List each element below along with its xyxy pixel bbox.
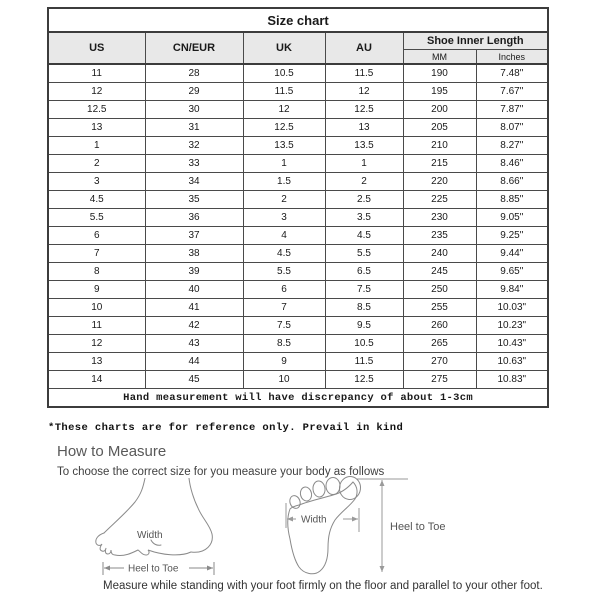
table-cell: 8.5	[325, 299, 403, 317]
table-cell: 10.23"	[476, 317, 548, 335]
table-cell: 12	[48, 83, 145, 101]
table-cell: 9.5	[325, 317, 403, 335]
table-cell: 3.5	[325, 209, 403, 227]
table-row	[48, 245, 548, 263]
table-cell: 8.85"	[476, 191, 548, 209]
side-heel-to-toe-label: Heel to Toe	[128, 563, 179, 575]
toe-1	[288, 494, 302, 509]
table-cell: 7.5	[243, 317, 325, 335]
table-cell: 1	[325, 155, 403, 173]
table-cell: 6.5	[325, 263, 403, 281]
foot-toes-line	[96, 533, 115, 555]
table-cell: 10.5	[243, 64, 325, 83]
table-cell: 200	[403, 101, 476, 119]
foot-instep-line	[104, 478, 145, 533]
table-row	[48, 209, 548, 227]
table-cell: 2	[325, 173, 403, 191]
footprint-diagram	[282, 472, 460, 586]
table-cell: 13	[48, 119, 145, 137]
table-cell: 4	[243, 227, 325, 245]
table-cell: 44	[145, 353, 243, 371]
table-cell: 210	[403, 137, 476, 155]
table-cell: 13.5	[243, 137, 325, 155]
table-cell: 2.5	[325, 191, 403, 209]
table-row	[48, 353, 548, 371]
size-table-body	[48, 64, 548, 389]
foot-heel-line	[189, 478, 212, 552]
table-row	[48, 173, 548, 191]
col-header-mm: MM	[403, 50, 476, 65]
table-cell: 1	[243, 155, 325, 173]
side-width-label: Width	[137, 530, 163, 541]
table-cell: 11.5	[325, 353, 403, 371]
table-row	[48, 64, 548, 83]
table-cell: 7	[243, 299, 325, 317]
table-cell: 250	[403, 281, 476, 299]
table-row	[48, 227, 548, 245]
table-cell: 220	[403, 173, 476, 191]
table-cell: 7.5	[325, 281, 403, 299]
table-cell: 11	[48, 64, 145, 83]
foot-side-view-diagram	[93, 478, 225, 580]
table-cell: 10	[243, 371, 325, 389]
table-cell: 33	[145, 155, 243, 173]
table-cell: 42	[145, 317, 243, 335]
table-row	[48, 83, 548, 101]
table-cell: 30	[145, 101, 243, 119]
table-cell: 10.5	[325, 335, 403, 353]
table-cell: 12	[325, 83, 403, 101]
table-cell: 11.5	[243, 83, 325, 101]
table-cell: 40	[145, 281, 243, 299]
table-cell: 9	[48, 281, 145, 299]
how-to-measure-title: How to Measure	[57, 443, 167, 460]
table-header-row	[48, 32, 548, 50]
table-row	[48, 119, 548, 137]
table-cell: 29	[145, 83, 243, 101]
col-header-inner-length: Shoe Inner Length	[403, 32, 548, 50]
table-cell: 41	[145, 299, 243, 317]
table-cell: 14	[48, 371, 145, 389]
table-cell: 9.44"	[476, 245, 548, 263]
top-width-label: Width	[301, 514, 327, 526]
table-cell: 11.5	[325, 64, 403, 83]
table-cell: 35	[145, 191, 243, 209]
table-row	[48, 281, 548, 299]
table-row	[48, 335, 548, 353]
table-footer-row	[48, 389, 548, 408]
table-cell: 10	[48, 299, 145, 317]
table-cell: 4.5	[243, 245, 325, 263]
table-cell: 43	[145, 335, 243, 353]
table-cell: 5.5	[48, 209, 145, 227]
table-cell: 10.43"	[476, 335, 548, 353]
table-cell: 8.07"	[476, 119, 548, 137]
how-to-measure-subtitle: To choose the correct size for you measure your body as follows	[57, 466, 385, 478]
table-cell: 230	[403, 209, 476, 227]
table-row	[48, 137, 548, 155]
table-cell: 12	[48, 335, 145, 353]
table-cell: 8.5	[243, 335, 325, 353]
table-cell: 12.5	[48, 101, 145, 119]
toe-4	[326, 478, 340, 495]
table-cell: 255	[403, 299, 476, 317]
top-heel-to-toe-label: Heel to Toe	[390, 521, 446, 533]
table-cell: 10.83"	[476, 371, 548, 389]
table-cell: 9.84"	[476, 281, 548, 299]
table-cell: 32	[145, 137, 243, 155]
table-cell: 3	[243, 209, 325, 227]
table-cell: 31	[145, 119, 243, 137]
table-cell: 13.5	[325, 137, 403, 155]
table-cell: 195	[403, 83, 476, 101]
table-cell: 1	[48, 137, 145, 155]
table-cell: 7.48"	[476, 64, 548, 83]
measure-instruction: Measure while standing with your foot firmly on the floor and parallel to your other foot.	[103, 580, 543, 592]
table-cell: 36	[145, 209, 243, 227]
toe-2	[299, 486, 313, 502]
table-cell: 190	[403, 64, 476, 83]
table-cell: 45	[145, 371, 243, 389]
table-cell: 9.65"	[476, 263, 548, 281]
reference-note: *These charts are for reference only. Prevail in kind	[48, 422, 404, 434]
table-cell: 37	[145, 227, 243, 245]
table-cell: 11	[48, 317, 145, 335]
table-cell: 7.67"	[476, 83, 548, 101]
table-cell: 10.63"	[476, 353, 548, 371]
table-row	[48, 101, 548, 119]
table-cell: 9.05"	[476, 209, 548, 227]
size-chart-table	[47, 7, 549, 408]
table-cell: 275	[403, 371, 476, 389]
table-cell: 8.27"	[476, 137, 548, 155]
table-cell: 7.87"	[476, 101, 548, 119]
col-header-uk: UK	[243, 32, 325, 64]
table-row	[48, 191, 548, 209]
table-row	[48, 299, 548, 317]
table-cell: 2	[243, 191, 325, 209]
table-footer-note: Hand measurement will have discrepancy of about 1-3cm	[48, 389, 548, 408]
table-title: Size chart	[48, 8, 548, 32]
table-cell: 2	[48, 155, 145, 173]
table-cell: 5.5	[325, 245, 403, 263]
col-header-inches: Inches	[476, 50, 548, 65]
table-cell: 5.5	[243, 263, 325, 281]
table-cell: 215	[403, 155, 476, 173]
table-title-row	[48, 8, 548, 32]
table-row	[48, 317, 548, 335]
table-cell: 6	[48, 227, 145, 245]
table-cell: 13	[325, 119, 403, 137]
col-header-us: US	[48, 32, 145, 64]
table-cell: 1.5	[243, 173, 325, 191]
table-cell: 225	[403, 191, 476, 209]
table-cell: 245	[403, 263, 476, 281]
table-cell: 8	[48, 263, 145, 281]
table-cell: 7	[48, 245, 145, 263]
table-cell: 3	[48, 173, 145, 191]
table-cell: 12	[243, 101, 325, 119]
table-cell: 240	[403, 245, 476, 263]
table-row	[48, 155, 548, 173]
table-cell: 9	[243, 353, 325, 371]
table-cell: 8.46"	[476, 155, 548, 173]
table-cell: 28	[145, 64, 243, 83]
table-cell: 12.5	[325, 101, 403, 119]
table-cell: 8.66"	[476, 173, 548, 191]
table-cell: 39	[145, 263, 243, 281]
table-cell: 4.5	[48, 191, 145, 209]
table-cell: 12.5	[243, 119, 325, 137]
table-cell: 9.25"	[476, 227, 548, 245]
table-cell: 4.5	[325, 227, 403, 245]
table-cell: 38	[145, 245, 243, 263]
table-cell: 34	[145, 173, 243, 191]
table-cell: 13	[48, 353, 145, 371]
table-cell: 260	[403, 317, 476, 335]
table-cell: 12.5	[325, 371, 403, 389]
toe-3	[312, 480, 326, 497]
col-header-cneur: CN/EUR	[145, 32, 243, 64]
table-cell: 235	[403, 227, 476, 245]
table-row	[48, 263, 548, 281]
col-header-au: AU	[325, 32, 403, 64]
table-cell: 270	[403, 353, 476, 371]
table-cell: 6	[243, 281, 325, 299]
table-cell: 265	[403, 335, 476, 353]
table-cell: 10.03"	[476, 299, 548, 317]
foot-sole-line	[115, 550, 191, 556]
table-row	[48, 371, 548, 389]
table-cell: 205	[403, 119, 476, 137]
